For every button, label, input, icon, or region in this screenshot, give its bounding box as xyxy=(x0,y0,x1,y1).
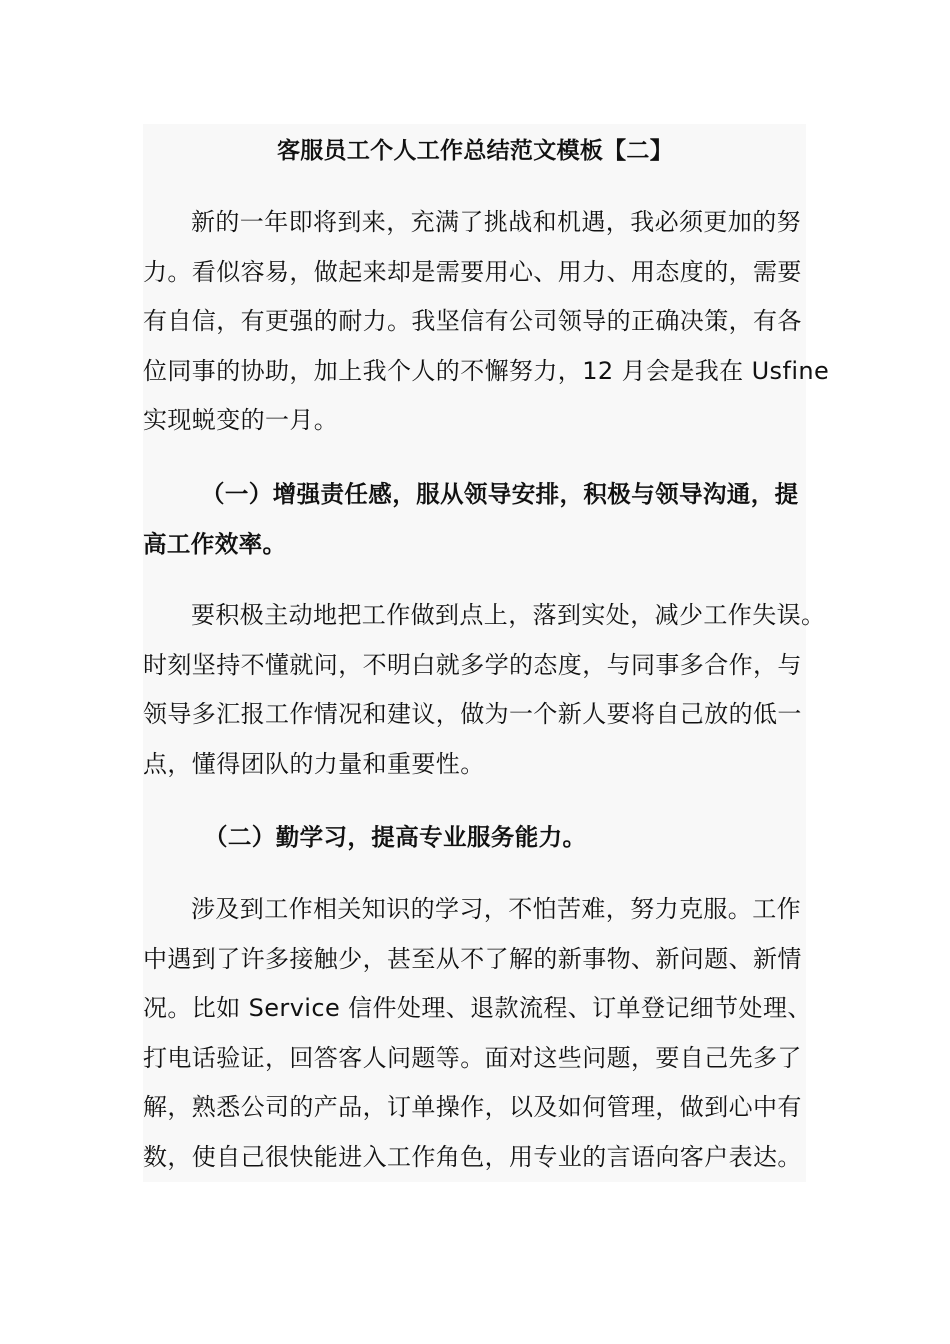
paragraph-line: 有自信，有更强的耐力。我坚信有公司领导的正确决策，有各 xyxy=(143,307,802,336)
paragraph-line: 领导多汇报工作情况和建议，做为一个新人要将自己放的低一 xyxy=(143,700,802,729)
paragraph-line: 力。看似容易，做起来却是需要用心、用力、用态度的，需要 xyxy=(143,257,802,286)
paragraph-line: 中遇到了许多接触少，甚至从不了解的新事物、新问题、新情 xyxy=(143,944,802,973)
paragraph-line: 涉及到工作相关知识的学习，不怕苦难，努力克服。工作 xyxy=(191,895,801,923)
paragraph-line: 数，使自己很快能进入工作角色，用专业的言语向客户表达。 xyxy=(143,1142,802,1171)
paragraph-line: 新的一年即将到来，充满了挑战和机遇，我必须更加的努 xyxy=(191,208,801,236)
section-1-paragraph xyxy=(143,591,826,789)
paragraph-line: 点，懂得团队的力量和重要性。 xyxy=(143,749,485,778)
paragraph-line: 要积极主动地把工作做到点上，落到实处，减少工作失误。 xyxy=(191,601,826,629)
document-title: 客服员工个人工作总结范文模板【二】 xyxy=(276,138,674,164)
section-2-heading xyxy=(143,813,813,863)
heading-line: （二）勤学习，提高专业服务能力。 xyxy=(204,823,587,851)
paragraph-line: 时刻坚持不懂就问，不明白就多学的态度，与同事多合作，与 xyxy=(143,650,802,679)
paragraph-line: 实现蜕变的一月。 xyxy=(143,406,339,435)
heading-line: 高工作效率。 xyxy=(143,529,287,558)
section-1-heading xyxy=(143,470,813,569)
intro-paragraph xyxy=(143,198,830,446)
section-2-paragraph xyxy=(143,885,813,1183)
paragraph-line: 解，熟悉公司的产品，订单操作，以及如何管理，做到心中有 xyxy=(143,1093,802,1122)
paragraph-line: 况。比如 Service 信件处理、退款流程、订单登记细节处理、 xyxy=(143,994,812,1023)
paragraph-line: 打电话验证，回答客人问题等。面对这些问题，要自己先多了 xyxy=(143,1043,802,1072)
heading-line: （一）增强责任感，服从领导安排，积极与领导沟通，提 xyxy=(201,480,799,508)
paragraph-line: 位同事的协助，加上我个人的不懈努力，12 月会是我在 Usfine xyxy=(143,356,830,385)
